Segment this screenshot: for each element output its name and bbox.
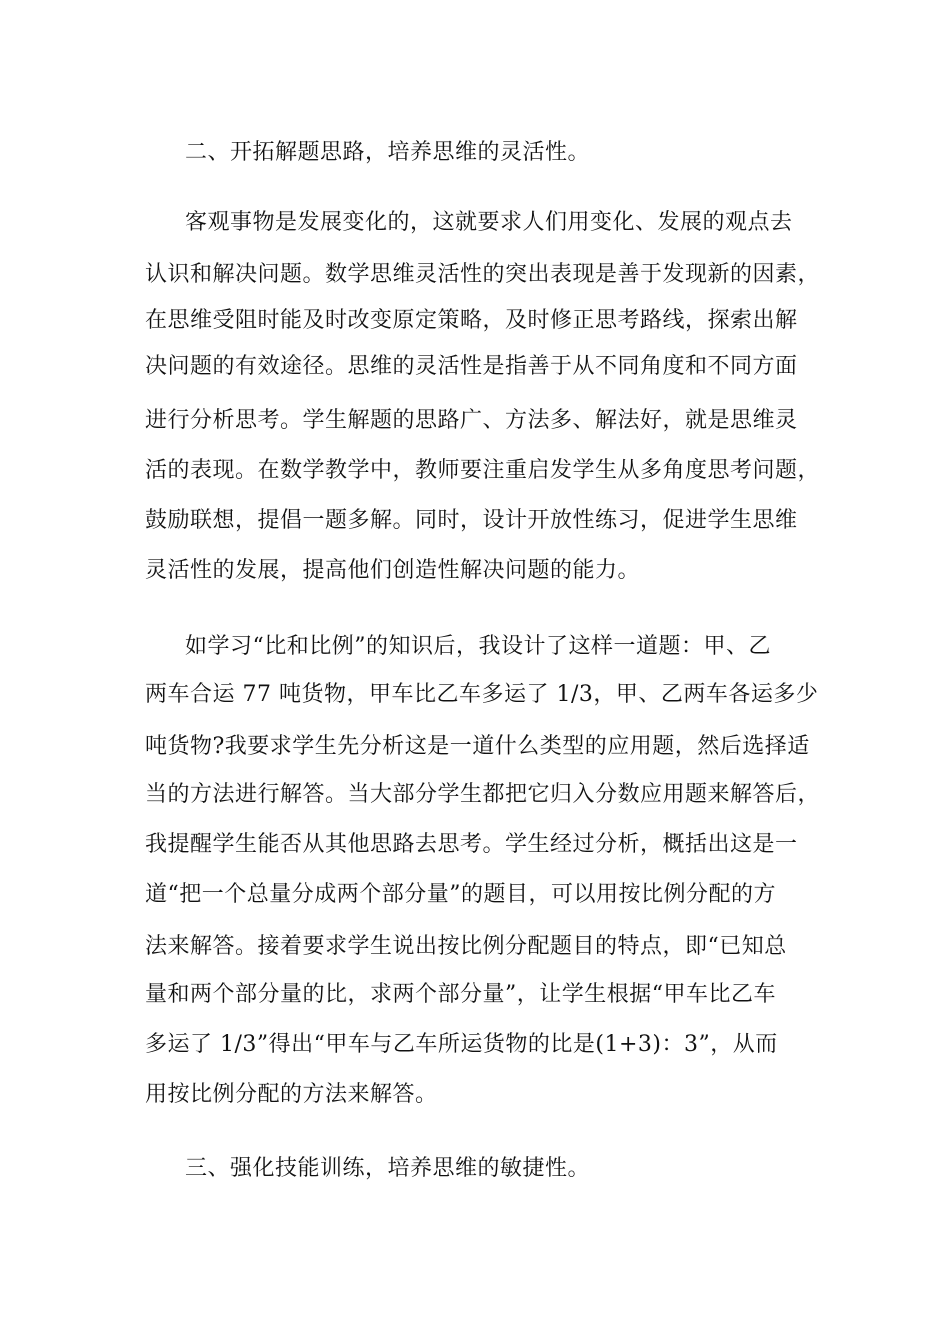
paragraph-line: 如学习“比和比例”的知识后，我设计了这样一道题：甲、乙	[185, 634, 771, 659]
section-heading: 二、开拓解题思路，培养思维的灵活性。	[185, 140, 591, 165]
paragraph-line: 客观事物是发展变化的，这就要求人们用变化、发展的观点去	[185, 210, 793, 235]
paragraph-line: 活的表现。在数学教学中，教师要注重启发学生从多角度思考问题，	[145, 458, 821, 483]
paragraph-line: 多运了 1/3”得出“甲车与乙车所运货物的比是(1+3)：3”，从而	[145, 1032, 778, 1057]
paragraph-line: 法来解答。接着要求学生说出按比例分配题目的特点，即“已知总	[145, 934, 787, 959]
paragraph-line: 鼓励联想，提倡一题多解。同时，设计开放性练习，促进学生思维	[145, 508, 798, 533]
paragraph-line: 决问题的有效途径。思维的灵活性是指善于从不同角度和不同方面	[145, 354, 798, 379]
section-heading: 三、强化技能训练，培养思维的敏捷性。	[185, 1156, 591, 1181]
paragraph-line: 我提醒学生能否从其他思路去思考。学生经过分析，概括出这是一	[145, 832, 798, 857]
paragraph-line: 道“把一个总量分成两个部分量”的题目，可以用按比例分配的方	[145, 882, 776, 907]
paragraph-line: 吨货物?我要求学生先分析这是一道什么类型的应用题，然后选择适	[145, 734, 810, 759]
paragraph-line: 认识和解决问题。数学思维灵活性的突出表现是善于发现新的因素，	[145, 262, 821, 287]
paragraph-line: 灵活性的发展，提高他们创造性解决问题的能力。	[145, 558, 641, 583]
paragraph-line: 当的方法进行解答。当大部分学生都把它归入分数应用题来解答后，	[145, 782, 821, 807]
paragraph-line: 进行分析思考。学生解题的思路广、方法多、解法好，就是思维灵	[145, 408, 798, 433]
paragraph-line: 两车合运 77 吨货物，甲车比乙车多运了 1/3，甲、乙两车各运多少	[145, 682, 819, 707]
paragraph-line: 量和两个部分量的比，求两个部分量”，让学生根据“甲车比乙车	[145, 982, 776, 1007]
paragraph-line: 用按比例分配的方法来解答。	[145, 1082, 438, 1107]
paragraph-line: 在思维受阻时能及时改变原定策略，及时修正思考路线，探索出解	[145, 308, 798, 333]
